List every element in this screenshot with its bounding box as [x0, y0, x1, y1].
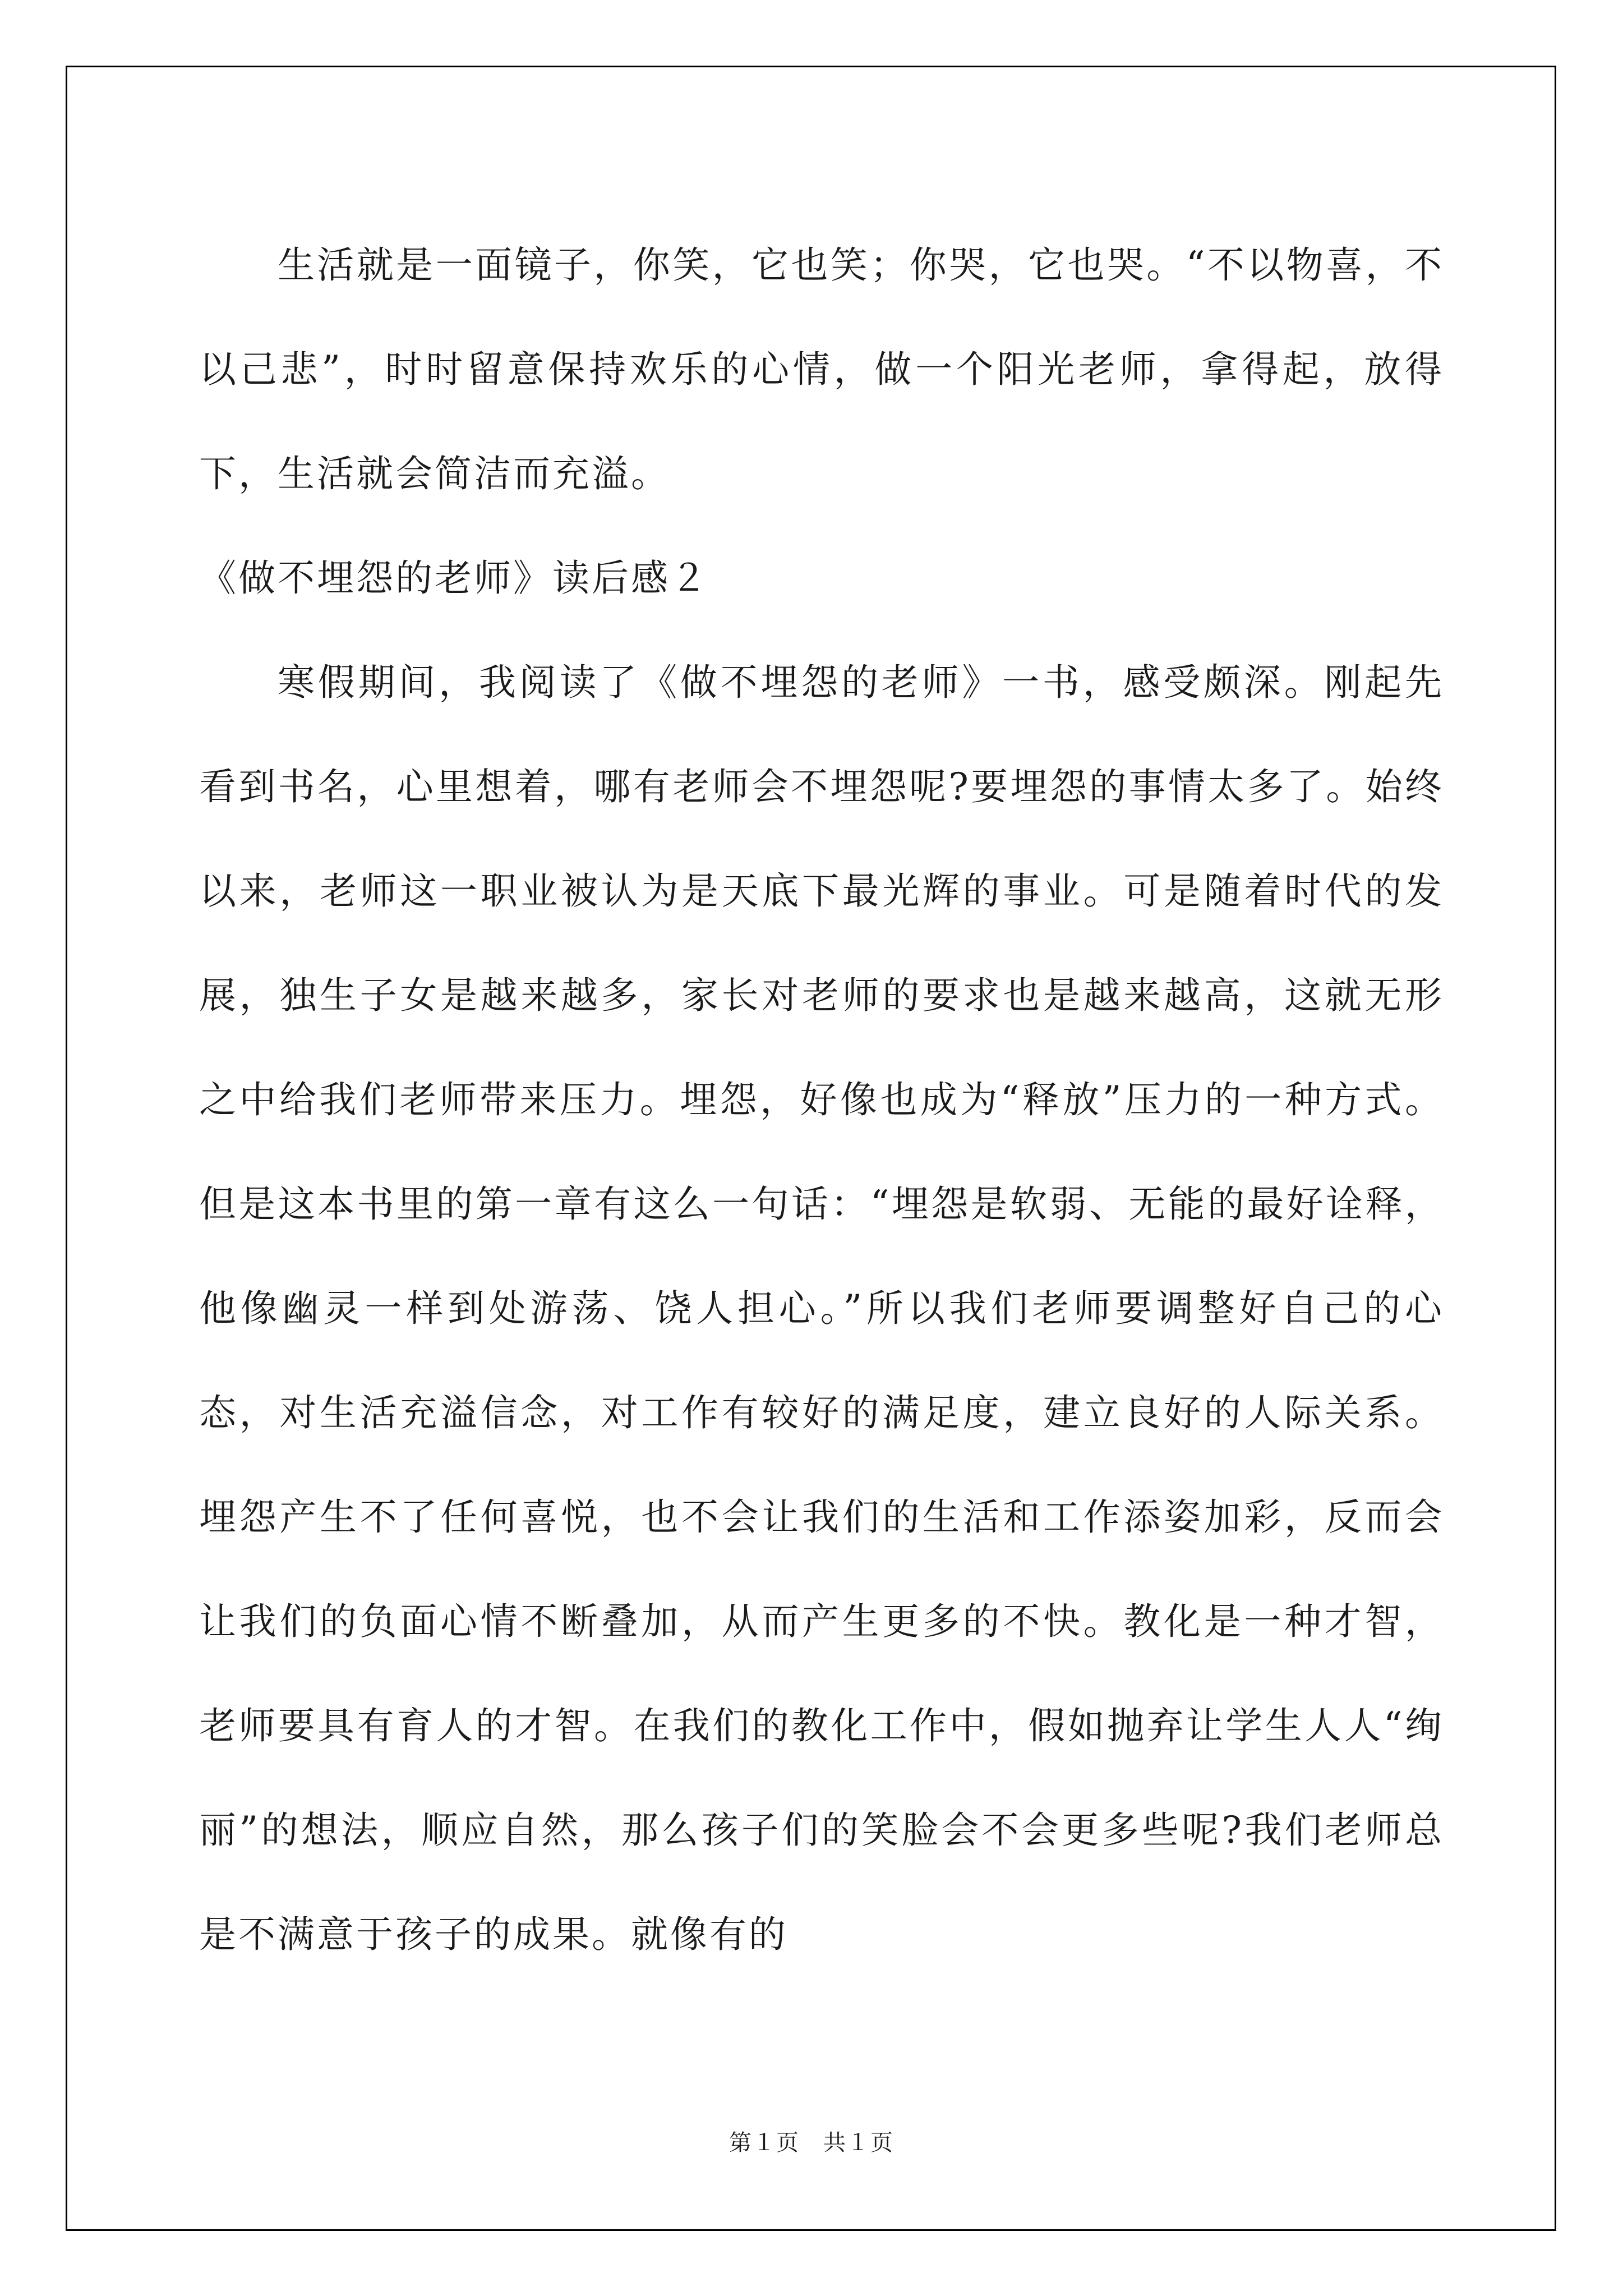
section-title: 《做不埋怨的老师》读后感２	[199, 556, 709, 600]
document-body	[199, 213, 1444, 1987]
page-footer: 第１页 共１页	[729, 2130, 894, 2156]
paragraph: 寒假期间，我阅读了《做不埋怨的老师》一书，感受颇深。刚起先看到书名，心里想着，哪有老师会不埋怨呢?要埋怨的事情太多了。始终以来，老师这一职业被认为是天底下最光辉的事业。可是随着时代的发展，独生子女是越来越多，家长对老师的要求也是越来越高，这就无形之中给我们老师带来压力。埋怨，好像也成为“释放”压力的一种方式。但是这本书里的第一章有这么一句话：“埋怨是软弱、无能的最好诠释，他像幽灵一样到处游荡、饶人担心。”所以我们老师要调整好自己的心态，对生活充溢信念，对工作有较好的满足度，建立良好的人际关系。埋怨产生不了任何喜悦，也不会让我们的生活和工作添姿加彩，反而会让我们的负面心情不断叠加，从而产生更多的不快。教化是一种才智，老师要具有育人的才智。在我们的教化工作中，假如抛弃让学生人人“绚丽”的想法，顺应自然，那么孩子们的笑脸会不会更多些呢?我们老师总是不满意于孩子的成果。就像有的	[199, 661, 1444, 1956]
paragraph: 生活就是一面镜子，你笑，它也笑；你哭，它也哭。“不以物喜，不以己悲”，时时留意保持欢乐的心情，做一个阳光老师，拿得起，放得下，生活就会简洁而充溢。	[199, 243, 1444, 495]
